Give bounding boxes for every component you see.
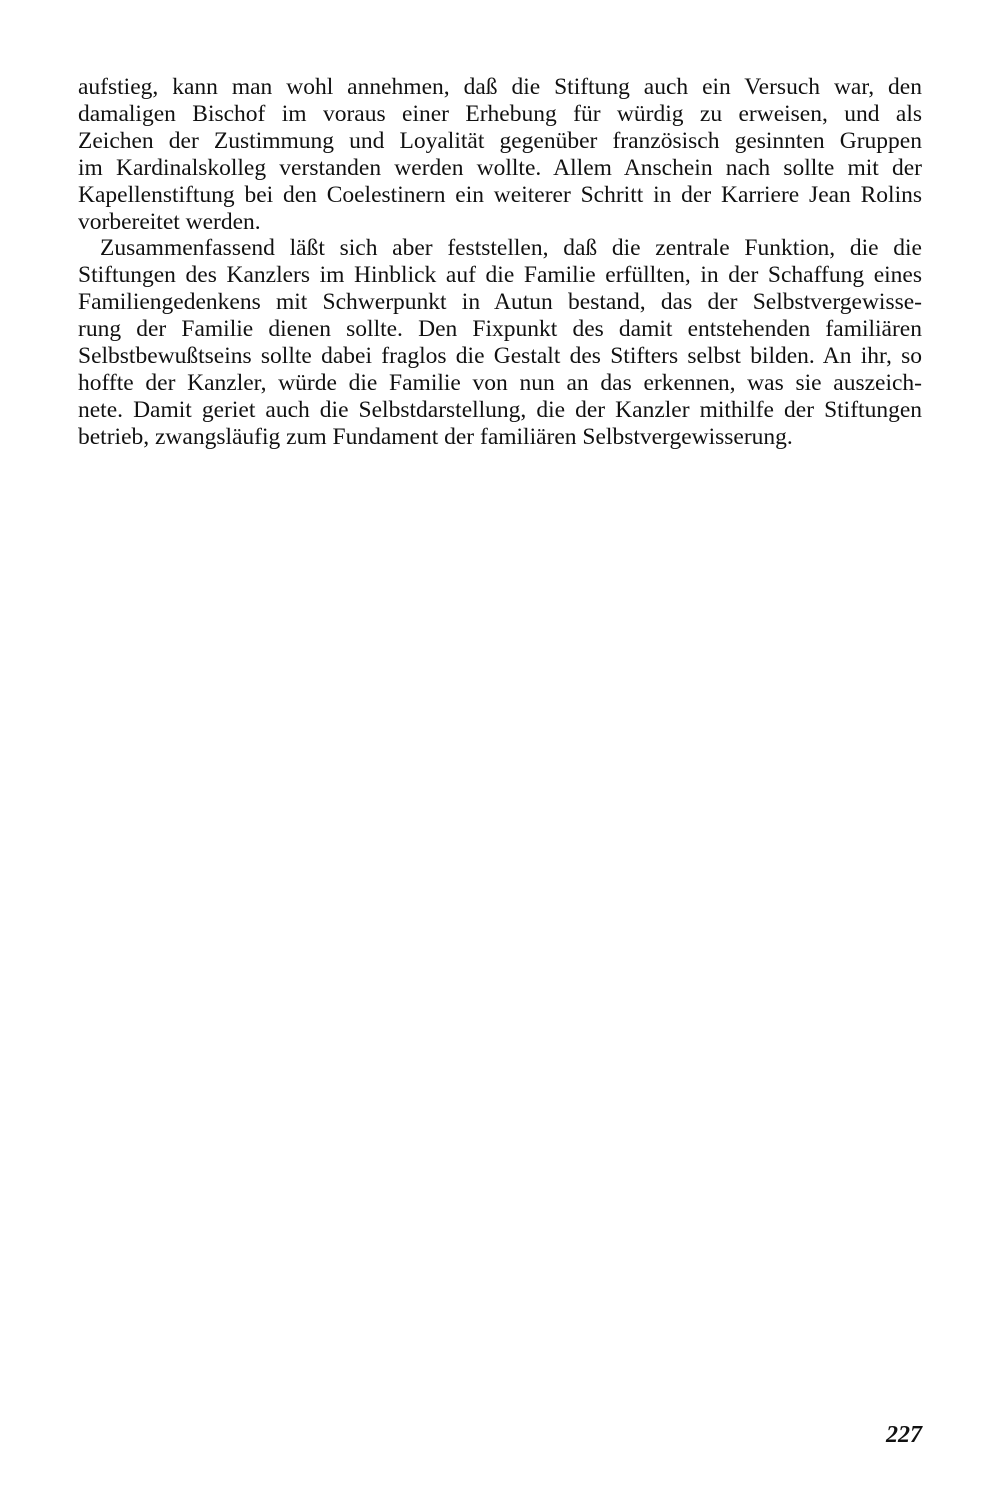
text-line: vorbereitet werden. — [78, 208, 261, 235]
text-line: Kapellenstiftung bei den Coelestinern ein weiterer Schritt in der Karriere Jean Rolins — [78, 181, 922, 208]
text-line: Selbstbewußtseins sollte dabei fraglos die Gestalt des Stifters selbst bilden. An ihr, so — [78, 343, 922, 370]
paragraph-1 — [78, 74, 922, 235]
page-number: 227 — [886, 1422, 922, 1448]
text-line: Stiftungen des Kanzlers im Hinblick auf die Familie erfüllten, in der Schaffung eines — [78, 262, 922, 289]
text-line: im Kardinalskolleg verstanden werden wollte. Allem Anschein nach sollte mit der — [78, 154, 922, 181]
text-line: rung der Familie dienen sollte. Den Fixpunkt des damit entstehenden familiären — [78, 316, 922, 343]
body-text — [78, 74, 922, 451]
text-line: Familiengedenkens mit Schwerpunkt in Autun bestand, das der Selbstvergewisse- — [78, 289, 922, 316]
text-line: Zusammenfassend läßt sich aber feststellen, daß die zentrale Funktion, die die — [100, 235, 922, 262]
text-line: betrieb, zwangsläufig zum Fundament der familiären Selbstvergewisserung. — [78, 423, 793, 450]
paragraph-2 — [78, 235, 922, 450]
text-line: Zeichen der Zustimmung und Loyalität gegenüber französisch gesinnten Gruppen — [78, 127, 922, 154]
text-line: aufstieg, kann man wohl annehmen, daß die Stiftung auch ein Versuch war, den — [78, 74, 922, 100]
text-line: hoffte der Kanzler, würde die Familie von nun an das erkennen, was sie auszeich- — [78, 369, 922, 396]
text-line: damaligen Bischof im voraus einer Erhebung für würdig zu erweisen, und als — [78, 100, 922, 127]
text-line: nete. Damit geriet auch die Selbstdarstellung, die der Kanzler mithilfe der Stiftungen — [78, 396, 922, 423]
